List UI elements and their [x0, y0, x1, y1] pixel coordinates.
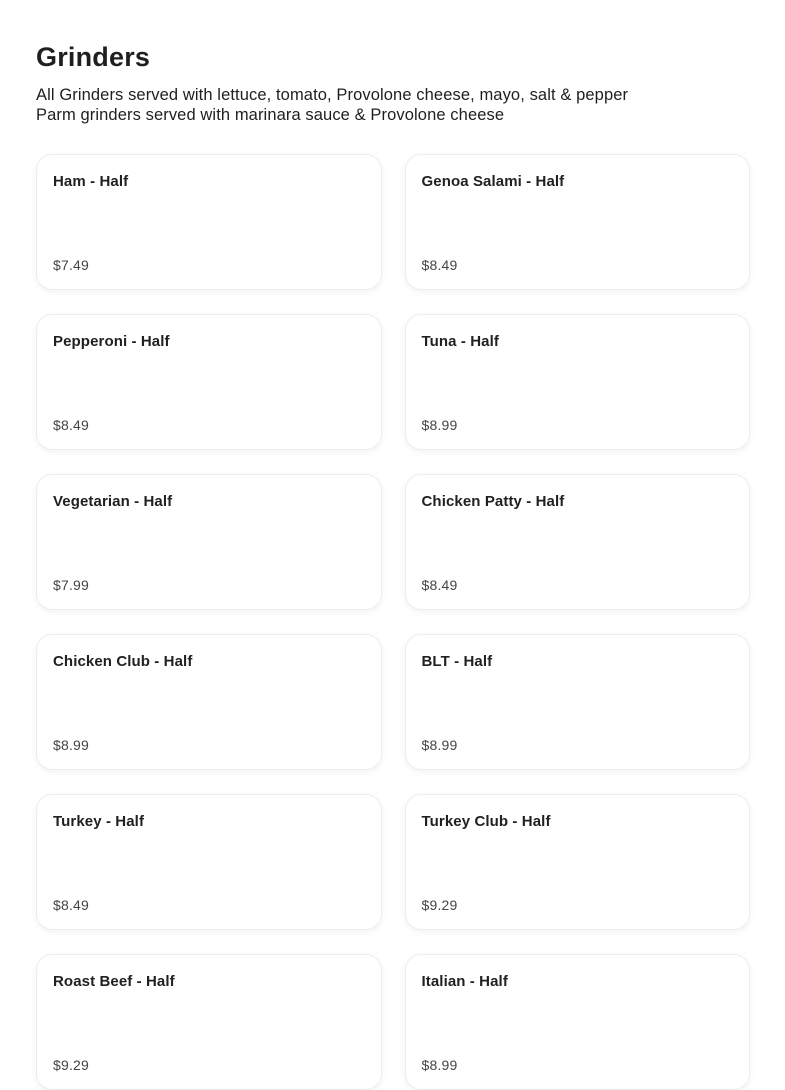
menu-item-name: Genoa Salami - Half — [421, 173, 565, 190]
menu-item-price: $7.99 — [53, 577, 90, 593]
menu-item-name: Tuna - Half — [421, 333, 499, 350]
menu-item-name: Turkey Club - Half — [421, 813, 551, 830]
menu-item-card[interactable] — [405, 474, 751, 610]
menu-item-name: Pepperoni - Half — [53, 333, 170, 350]
menu-grid — [36, 154, 750, 1090]
menu-item-name: BLT - Half — [421, 653, 493, 670]
section-header — [36, 42, 750, 125]
menu-item-name: Turkey - Half — [53, 813, 145, 830]
menu-item-card[interactable] — [405, 634, 751, 770]
section-title: Grinders — [36, 42, 151, 72]
menu-item-name: Roast Beef - Half — [53, 973, 175, 990]
menu-item-price: $8.99 — [53, 737, 90, 753]
menu-item-name: Vegetarian - Half — [53, 493, 173, 510]
menu-item-card[interactable] — [405, 314, 751, 450]
menu-item-name: Ham - Half — [53, 173, 129, 190]
menu-item-price: $9.29 — [53, 1057, 90, 1073]
menu-item-name: Italian - Half — [421, 973, 508, 990]
menu-item-card[interactable] — [36, 634, 382, 770]
section-description-line2: Parm grinders served with marinara sauce & Provolone cheese — [36, 106, 505, 124]
section-description-line1: All Grinders served with lettuce, tomato, Provolone cheese, mayo, salt & pepper — [36, 86, 629, 104]
menu-item-card[interactable] — [36, 794, 382, 930]
menu-item-card[interactable] — [405, 794, 751, 930]
menu-item-price: $9.29 — [421, 897, 458, 913]
menu-item-name: Chicken Patty - Half — [421, 493, 565, 510]
menu-item-price: $8.49 — [53, 897, 90, 913]
menu-item-card[interactable] — [405, 954, 751, 1090]
menu-item-price: $8.99 — [421, 737, 458, 753]
menu-item-card[interactable] — [405, 154, 751, 290]
menu-item-card[interactable] — [36, 954, 382, 1090]
menu-item-card[interactable] — [36, 154, 382, 290]
menu-item-price: $8.99 — [421, 1057, 458, 1073]
menu-item-card[interactable] — [36, 314, 382, 450]
menu-item-card[interactable] — [36, 474, 382, 610]
menu-item-price: $8.49 — [421, 257, 458, 273]
menu-item-price: $7.49 — [53, 257, 90, 273]
menu-item-price: $8.49 — [421, 577, 458, 593]
menu-item-price: $8.49 — [53, 417, 90, 433]
menu-item-price: $8.99 — [421, 417, 458, 433]
section-description — [36, 85, 750, 125]
menu-item-name: Chicken Club - Half — [53, 653, 193, 670]
